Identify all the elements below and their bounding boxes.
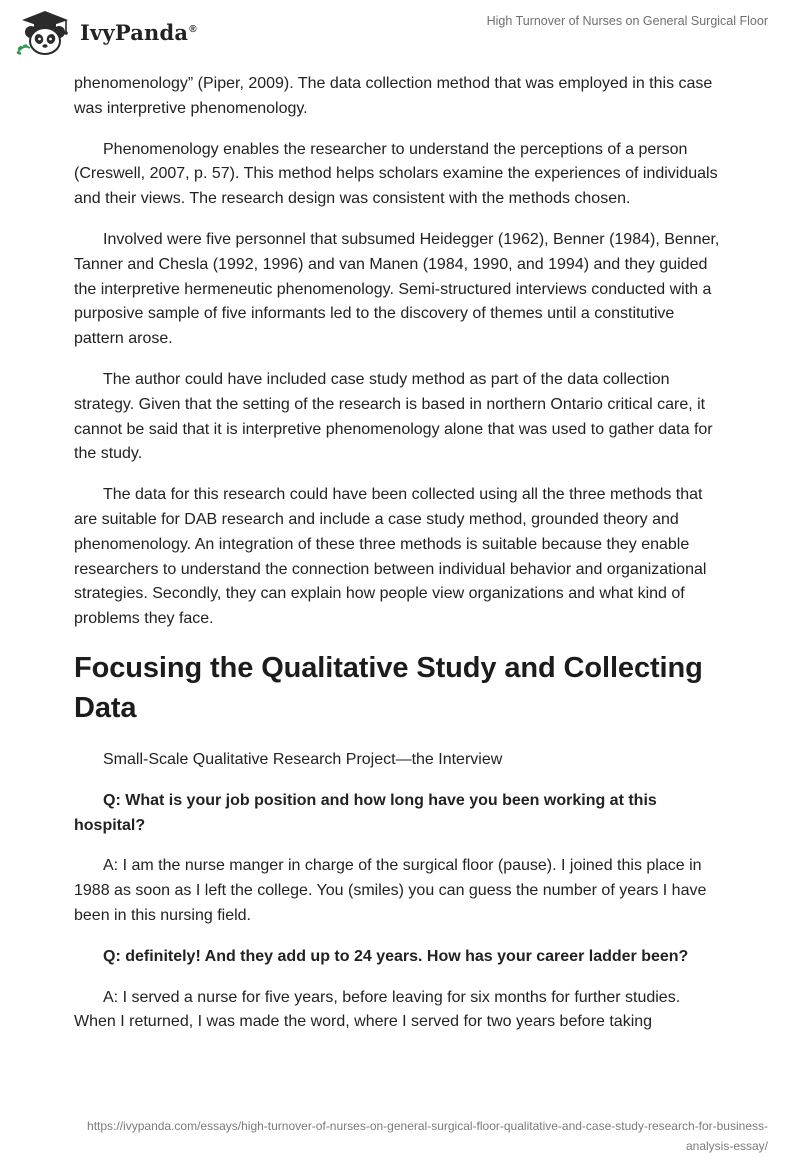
document-running-title: High Turnover of Nurses on General Surgical Floor	[486, 14, 768, 28]
panda-graduate-icon	[14, 8, 76, 56]
logo-wordmark: IvyPanda®	[80, 19, 197, 45]
interview-question: Q: definitely! And they add up to 24 years. How has your career ladder been?	[103, 947, 689, 965]
paragraph-case-study-critique: The author could have included case study method as part of the data collection strategy. Given that the setting of the research is based in northern Ontario critical care, it cannot be said that it is interpretive phenomenology alone that was used to gather data for the study.	[74, 370, 713, 463]
paragraph-phenomenology-intro: phenomenology” (Piper, 2009). The data collection method that was employed in this case was interpretive phenomenology.	[74, 75, 713, 117]
ivypanda-logo[interactable]	[14, 8, 204, 56]
essay-body	[74, 72, 726, 1051]
paragraph-personnel-involved: Involved were five personnel that subsumed Heidegger (1962), Benner (1984), Benner, Tanner and Chesla (1992, 1996) and van Manen (1984, 1990, and 1994) and they guided the interpretive hermeneutic phenomenology. Semi-structured interviews conducted with a purposive sample of five informants led to the discovery of themes until a constitutive pattern arose.	[74, 230, 720, 348]
interview-question: Q: What is your job position and how long have you been working at this hospital?	[74, 791, 657, 834]
paragraph-three-methods: The data for this research could have been collected using all the three methods that are suitable for DAB research and include a case study method, grounded theory and phenomenology. An integration of these three methods is suitable because they enable researchers to understand the connection between individual behavior and organizational strategies. Secondly, they can explain how people view organizations and what kind of problems they face.	[74, 486, 707, 628]
interview-answer: A: I am the nurse manger in charge of the surgical floor (pause). I joined this place in 1988 as soon as I left the college. You (smiles) you can guess the number of years I have been in this nursing field.	[74, 857, 707, 924]
section-heading: Focusing the Qualitative Study and Collecting Data	[74, 651, 703, 724]
interview-answer: A: I served a nurse for five years, before leaving for six months for further studies. When I returned, I was made the word, where I served for two years before taking	[74, 988, 681, 1031]
interview-subtitle: Small-Scale Qualitative Research Project—the Interview	[103, 750, 503, 768]
source-url-link[interactable]: https://ivypanda.com/essays/high-turnover-of-nurses-on-general-surgical-floor-qualitative-and-case-study-research-for-business-analysis-essay/	[87, 1119, 768, 1153]
page-header	[0, 0, 800, 64]
paragraph-phenomenology-definition: Phenomenology enables the researcher to understand the perceptions of a person (Creswell, 2007, p. 57). This method helps scholars examine the experiences of individuals and their views. The research design was consistent with the methods chosen.	[74, 140, 718, 208]
